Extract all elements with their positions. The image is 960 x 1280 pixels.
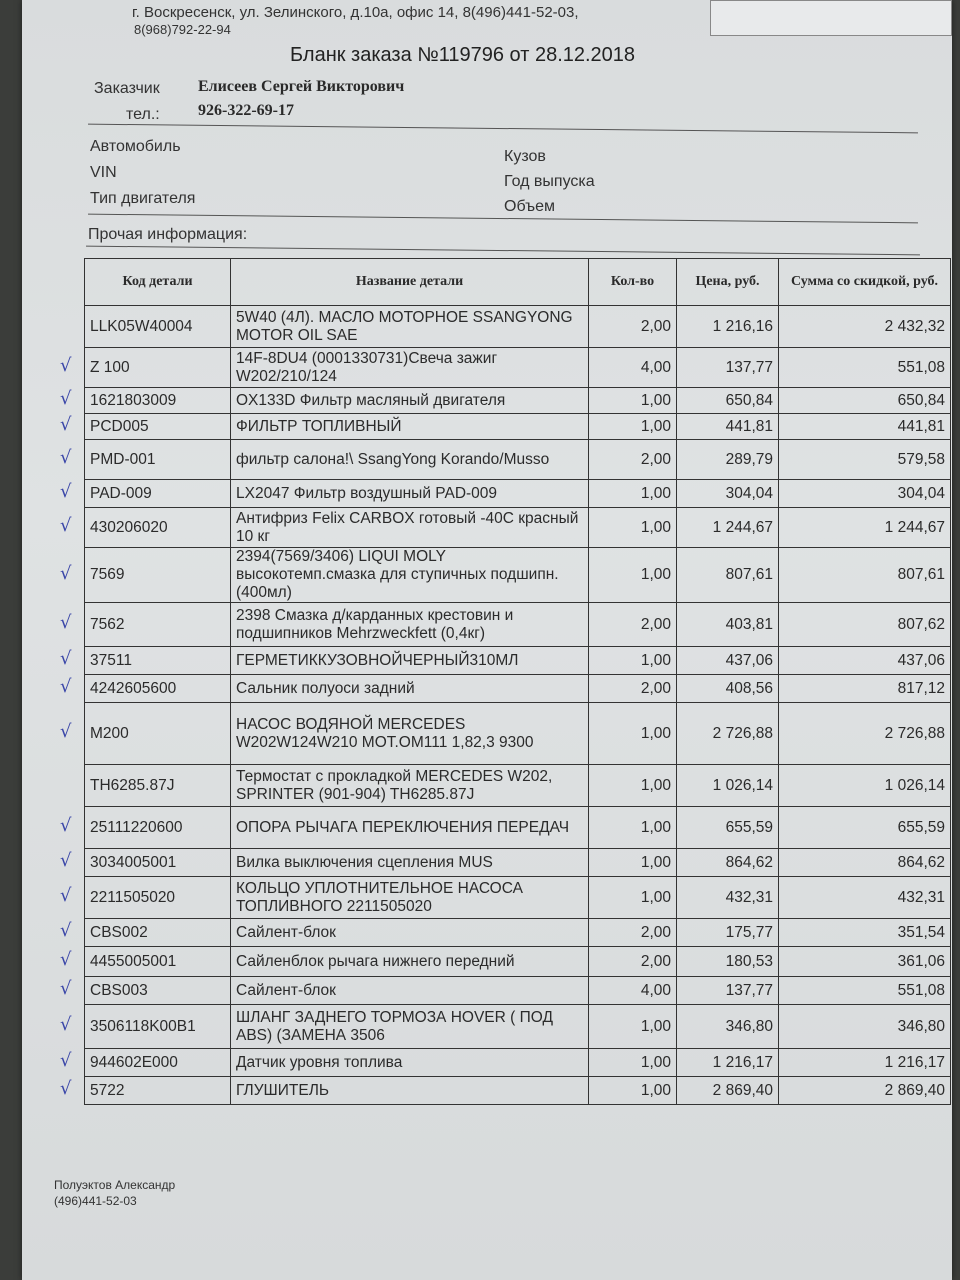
handwritten-check-icon: √ (60, 355, 72, 376)
handwritten-check-icon: √ (60, 447, 72, 468)
discounted-sum-cell: 2 869,40 (779, 1077, 951, 1105)
part-name-cell: ФИЛЬТР ТОПЛИВНЫЙ (231, 414, 589, 440)
table-row (85, 1077, 951, 1105)
handwritten-check-icon: √ (60, 414, 72, 435)
divider-bottom (86, 246, 920, 256)
price-cell: 180,53 (677, 947, 779, 977)
price-cell: 2 869,40 (677, 1077, 779, 1105)
table-row (85, 1049, 951, 1077)
part-code-cell: 2211505020 (85, 877, 231, 919)
table-row (85, 508, 951, 548)
header-phone: 8(968)792-22-94 (134, 22, 231, 37)
header-part-name: Название детали (231, 259, 589, 306)
handwritten-check-icon: √ (60, 388, 72, 409)
part-code-cell: CBS002 (85, 919, 231, 947)
handwritten-check-icon: √ (60, 648, 72, 669)
handwritten-check-icon: √ (60, 515, 72, 536)
table-row (85, 548, 951, 603)
handwritten-check-icon: √ (60, 721, 72, 742)
part-name-cell: Сайлент-блок (231, 977, 589, 1005)
vin-label: VIN (90, 164, 117, 181)
body-label: Кузов (504, 148, 546, 165)
part-code-cell: 430206020 (85, 508, 231, 548)
table-row (85, 348, 951, 388)
part-code-cell: LLK05W40004 (85, 306, 231, 348)
part-name-cell: Термостат с прокладкой MERCEDES W202, SPRINTER (901-904) TH6285.87J (231, 765, 589, 807)
part-name-cell: ОПОРА РЫЧАГА ПЕРЕКЛЮЧЕНИЯ ПЕРЕДАЧ (231, 807, 589, 849)
part-name-cell: OX133D Фильтр масляный двигателя (231, 388, 589, 414)
part-code-cell: 3506118K00B1 (85, 1005, 231, 1049)
table-row (85, 703, 951, 765)
discounted-sum-cell: 817,12 (779, 675, 951, 703)
discounted-sum-cell: 2 432,32 (779, 306, 951, 348)
order-items-table (84, 258, 951, 1105)
price-cell: 408,56 (677, 675, 779, 703)
part-name-cell: 5W40 (4Л). МАСЛО МОТОРНОЕ SSANGYONG MOTOR OIL SAE (231, 306, 589, 348)
price-cell: 864,62 (677, 849, 779, 877)
part-name-cell: фильтр салона!\ SsangYong Korando/Musso (231, 440, 589, 480)
discounted-sum-cell: 1 244,67 (779, 508, 951, 548)
part-name-cell: НАСОС ВОДЯНОЙ MERCEDES W202W124W210 MOT.OM111 1,82,3 9300 (231, 703, 589, 765)
customer-label: Заказчик (94, 80, 160, 97)
part-code-cell: PAD-009 (85, 480, 231, 508)
part-code-cell: 1621803009 (85, 388, 231, 414)
price-cell: 441,81 (677, 414, 779, 440)
quantity-cell: 1,00 (589, 414, 677, 440)
table-row (85, 877, 951, 919)
price-cell: 137,77 (677, 348, 779, 388)
price-cell: 437,06 (677, 647, 779, 675)
table-row (85, 1005, 951, 1049)
header-price: Цена, руб. (677, 259, 779, 306)
handwritten-check-icon: √ (60, 885, 72, 906)
discounted-sum-cell: 346,80 (779, 1005, 951, 1049)
part-code-cell: 5722 (85, 1077, 231, 1105)
price-cell: 432,31 (677, 877, 779, 919)
discounted-sum-cell: 1 216,17 (779, 1049, 951, 1077)
part-code-cell: M200 (85, 703, 231, 765)
part-name-cell: Сальник полуоси задний (231, 675, 589, 703)
phone-label: тел.: (126, 106, 160, 123)
price-cell: 1 216,16 (677, 306, 779, 348)
part-code-cell: TH6285.87J (85, 765, 231, 807)
engine-type-label: Тип двигателя (90, 190, 196, 207)
discounted-sum-cell: 361,06 (779, 947, 951, 977)
discounted-sum-cell: 351,54 (779, 919, 951, 947)
quantity-cell: 1,00 (589, 1077, 677, 1105)
discounted-sum-cell: 551,08 (779, 348, 951, 388)
quantity-cell: 1,00 (589, 765, 677, 807)
part-name-cell: Датчик уровня топлива (231, 1049, 589, 1077)
handwritten-check-icon: √ (60, 1078, 72, 1099)
other-info-label: Прочая информация: (88, 226, 248, 243)
discounted-sum-cell: 441,81 (779, 414, 951, 440)
handwritten-check-icon: √ (60, 1050, 72, 1071)
price-cell: 304,04 (677, 480, 779, 508)
quantity-cell: 2,00 (589, 919, 677, 947)
price-cell: 655,59 (677, 807, 779, 849)
part-code-cell: PMD-001 (85, 440, 231, 480)
part-name-cell: Антифриз Felix CARBOX готовый -40С красный 10 кг (231, 508, 589, 548)
part-name-cell: ШЛАНГ ЗАДНЕГО ТОРМОЗА HOVER ( ПОД ABS) (ЗАМЕНА 3506 (231, 1005, 589, 1049)
discounted-sum-cell: 304,04 (779, 480, 951, 508)
quantity-cell: 1,00 (589, 849, 677, 877)
price-cell: 807,61 (677, 548, 779, 603)
header-discounted-sum: Сумма со скидкой, руб. (779, 259, 951, 306)
handwritten-check-icon: √ (60, 850, 72, 871)
quantity-cell: 1,00 (589, 877, 677, 919)
car-label: Автомобиль (90, 138, 181, 155)
part-code-cell: 25111220600 (85, 807, 231, 849)
part-name-cell: ГЕРМЕТИККУЗОВНОЙЧЕРНЫЙ310МЛ (231, 647, 589, 675)
part-code-cell: 944602E000 (85, 1049, 231, 1077)
customer-value: Елисеев Сергей Викторович (198, 78, 405, 95)
handwritten-check-icon: √ (60, 978, 72, 999)
manager-phone: (496)441-52-03 (54, 1194, 137, 1208)
price-cell: 403,81 (677, 603, 779, 647)
manager-name: Полуэктов Александр (54, 1178, 176, 1192)
table-header-row (85, 259, 951, 306)
order-title: Бланк заказа №119796 от 28.12.2018 (290, 44, 636, 66)
table-row (85, 765, 951, 807)
header-quantity: Кол-во (589, 259, 677, 306)
price-cell: 289,79 (677, 440, 779, 480)
year-label: Год выпуска (504, 173, 595, 190)
part-code-cell: 3034005001 (85, 849, 231, 877)
quantity-cell: 1,00 (589, 647, 677, 675)
part-code-cell: PCD005 (85, 414, 231, 440)
part-name-cell: 14F-8DU4 (0001330731)Свеча зажиг W202/210/124 (231, 348, 589, 388)
table-row (85, 977, 951, 1005)
quantity-cell: 2,00 (589, 306, 677, 348)
price-cell: 650,84 (677, 388, 779, 414)
table-row (85, 647, 951, 675)
price-cell: 2 726,88 (677, 703, 779, 765)
quantity-cell: 1,00 (589, 508, 677, 548)
phone-value: 926-322-69-17 (198, 102, 294, 119)
quantity-cell: 1,00 (589, 1005, 677, 1049)
discounted-sum-cell: 432,31 (779, 877, 951, 919)
discounted-sum-cell: 437,06 (779, 647, 951, 675)
part-code-cell: 7569 (85, 548, 231, 603)
handwritten-check-icon: √ (60, 612, 72, 633)
handwritten-check-icon: √ (60, 1014, 72, 1035)
table-row (85, 306, 951, 348)
table-row (85, 603, 951, 647)
table-row (85, 480, 951, 508)
price-cell: 137,77 (677, 977, 779, 1005)
divider-top (88, 124, 918, 134)
part-code-cell: 7562 (85, 603, 231, 647)
part-name-cell: КОЛЬЦО УПЛОТНИТЕЛЬНОЕ НАСОСА ТОПЛИВНОГО 2211505020 (231, 877, 589, 919)
price-cell: 175,77 (677, 919, 779, 947)
part-name-cell: Сайлент-блок (231, 919, 589, 947)
price-cell: 1 026,14 (677, 765, 779, 807)
discounted-sum-cell: 551,08 (779, 977, 951, 1005)
part-code-cell: 4242605600 (85, 675, 231, 703)
table-row (85, 947, 951, 977)
discounted-sum-cell: 864,62 (779, 849, 951, 877)
header-address: г. Воскресенск, ул. Зелинского, д.10а, офис 14, 8(496)441-52-03, (132, 4, 579, 21)
table-row (85, 414, 951, 440)
discounted-sum-cell: 650,84 (779, 388, 951, 414)
handwritten-check-icon: √ (60, 676, 72, 697)
price-cell: 346,80 (677, 1005, 779, 1049)
handwritten-check-icon: √ (60, 949, 72, 970)
price-cell: 1 216,17 (677, 1049, 779, 1077)
handwritten-check-icon: √ (60, 562, 72, 584)
discounted-sum-cell: 1 026,14 (779, 765, 951, 807)
part-name-cell: 2398 Смазка д/карданных крестовин и подшипников Mehrzweckfett (0,4кг) (231, 603, 589, 647)
volume-label: Объем (504, 198, 555, 215)
header-part-code: Код детали (85, 259, 231, 306)
part-code-cell: CBS003 (85, 977, 231, 1005)
quantity-cell: 2,00 (589, 947, 677, 977)
handwritten-check-icon: √ (60, 815, 72, 836)
car-logo-image (710, 0, 952, 36)
table-row (85, 849, 951, 877)
discounted-sum-cell: 2 726,88 (779, 703, 951, 765)
part-code-cell: 37511 (85, 647, 231, 675)
price-cell: 1 244,67 (677, 508, 779, 548)
table-row (85, 807, 951, 849)
part-name-cell: LX2047 Фильтр воздушный PAD-009 (231, 480, 589, 508)
part-code-cell: 4455005001 (85, 947, 231, 977)
part-name-cell: 2394(7569/3406) LIQUI MOLY высокотемп.смазка для ступичных подшипн.(400мл) (231, 548, 589, 603)
handwritten-check-icon: √ (60, 481, 72, 502)
part-name-cell: Сайленблок рычага нижнего передний (231, 947, 589, 977)
quantity-cell: 1,00 (589, 1049, 677, 1077)
table-row (85, 919, 951, 947)
quantity-cell: 1,00 (589, 807, 677, 849)
quantity-cell: 1,00 (589, 388, 677, 414)
quantity-cell: 1,00 (589, 480, 677, 508)
handwritten-check-icon: √ (60, 920, 72, 941)
quantity-cell: 4,00 (589, 977, 677, 1005)
part-name-cell: Вилка выключения сцепления MUS (231, 849, 589, 877)
quantity-cell: 2,00 (589, 675, 677, 703)
table-body (85, 306, 951, 1105)
divider-middle (88, 214, 918, 224)
discounted-sum-cell: 807,61 (779, 548, 951, 603)
table-row (85, 440, 951, 480)
quantity-cell: 2,00 (589, 440, 677, 480)
part-name-cell: ГЛУШИТЕЛЬ (231, 1077, 589, 1105)
discounted-sum-cell: 579,58 (779, 440, 951, 480)
part-code-cell: Z 100 (85, 348, 231, 388)
table-row (85, 388, 951, 414)
quantity-cell: 2,00 (589, 603, 677, 647)
discounted-sum-cell: 655,59 (779, 807, 951, 849)
quantity-cell: 4,00 (589, 348, 677, 388)
order-form-sheet (22, 0, 952, 1280)
quantity-cell: 1,00 (589, 703, 677, 765)
discounted-sum-cell: 807,62 (779, 603, 951, 647)
table-row (85, 675, 951, 703)
quantity-cell: 1,00 (589, 548, 677, 603)
